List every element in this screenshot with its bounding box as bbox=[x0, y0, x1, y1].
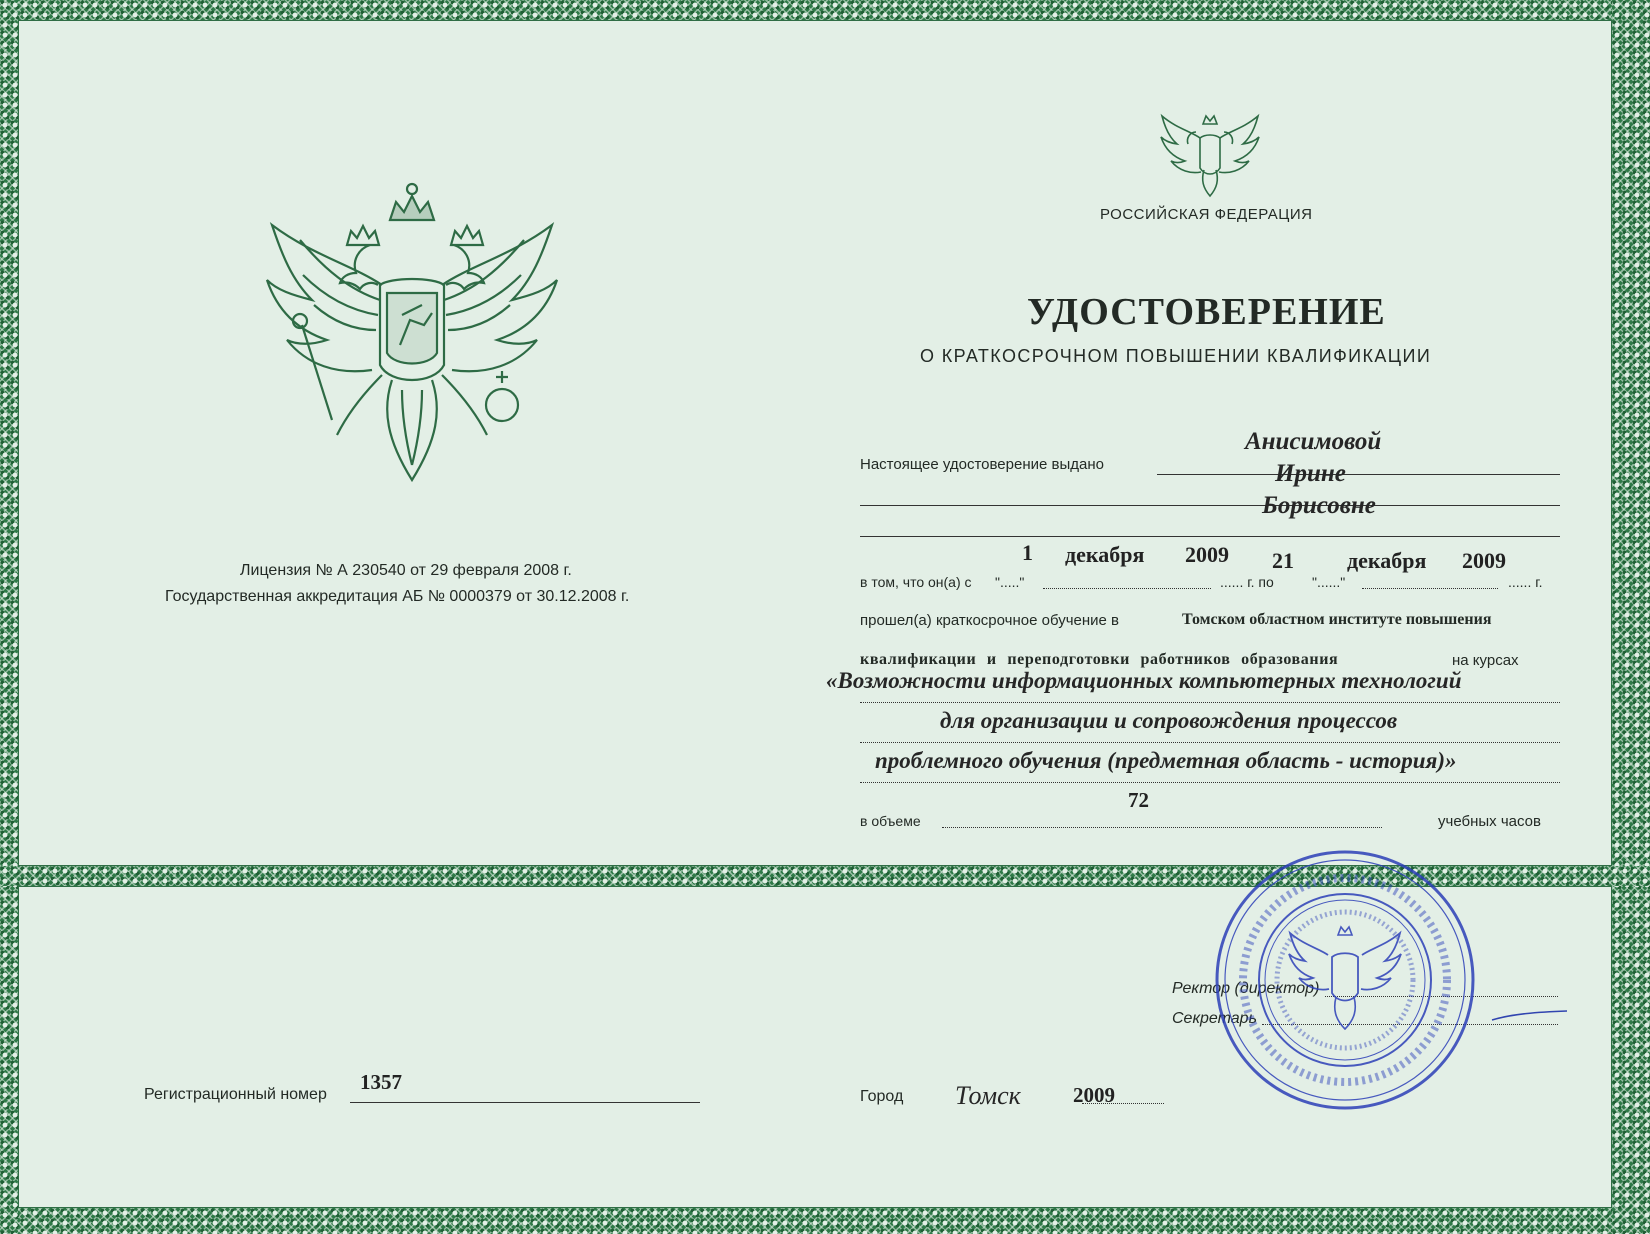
recipient-patronymic: Борисовне bbox=[1262, 492, 1376, 519]
coat-of-arms-icon bbox=[262, 175, 562, 495]
training-prefix: прошел(а) краткосрочное обучение в bbox=[860, 612, 1120, 629]
small-coat-of-arms-icon bbox=[1160, 110, 1260, 200]
country-label: РОССИЙСКАЯ ФЕДЕРАЦИЯ bbox=[1100, 206, 1313, 223]
rector-label: Ректор (директор) bbox=[1172, 980, 1320, 997]
page-title: УДОСТОВЕРЕНИЕ bbox=[1027, 291, 1386, 333]
period-quote-end: "......" bbox=[1312, 574, 1346, 590]
end-day: 21 bbox=[1272, 548, 1294, 573]
volume-hours: 72 bbox=[1128, 788, 1149, 812]
city-value: Томск bbox=[955, 1081, 1021, 1110]
reg-number: 1357 bbox=[360, 1070, 402, 1094]
border-top bbox=[0, 0, 1650, 20]
institute-line-1: Томском областном институте повышения bbox=[1182, 611, 1492, 628]
border-left bbox=[0, 0, 18, 1234]
period-label: в том, что он(а) с bbox=[860, 574, 972, 590]
border-right bbox=[1612, 0, 1650, 1234]
course-line-3: проблемного обучения (предметная область - история)» bbox=[875, 748, 1457, 773]
start-year: 2009 bbox=[1185, 542, 1229, 567]
recipient-line-2 bbox=[860, 505, 1560, 506]
courses-suffix: на курсах bbox=[1452, 652, 1519, 669]
course-dots-2 bbox=[860, 742, 1560, 743]
volume-label: в объеме bbox=[860, 813, 921, 829]
course-line-2: для организации и сопровождения процессов bbox=[940, 708, 1398, 733]
course-dots-3 bbox=[860, 782, 1560, 783]
institute-line-2: квалификации и переподготовки работников образования bbox=[860, 651, 1339, 668]
city-label: Город bbox=[860, 1088, 904, 1105]
recipient-name: Ирине bbox=[1275, 460, 1346, 487]
period-g2: ...... г. bbox=[1508, 574, 1543, 590]
reg-label: Регистрационный номер bbox=[144, 1086, 327, 1103]
year-value: 2009 bbox=[1073, 1083, 1115, 1107]
recipient-line-3 bbox=[860, 536, 1560, 537]
recipient-line-1 bbox=[1157, 474, 1560, 475]
course-line-1: «Возможности информационных компьютерных технологий bbox=[826, 668, 1462, 693]
volume-dots bbox=[942, 827, 1382, 828]
accreditation-text: Государственная аккредитация АБ № 0000379 от 30.12.2008 г. bbox=[165, 588, 630, 605]
page-subtitle: О КРАТКОСРОЧНОМ ПОВЫШЕНИИ КВАЛИФИКАЦИИ bbox=[920, 346, 1432, 366]
end-year: 2009 bbox=[1462, 548, 1506, 573]
license-text: Лицензия № А 230540 от 29 февраля 2008 г. bbox=[240, 562, 572, 579]
year-dots bbox=[1082, 1103, 1164, 1104]
end-date-dots bbox=[1362, 588, 1498, 589]
start-date-dots bbox=[1043, 588, 1211, 589]
border-bottom bbox=[0, 1208, 1650, 1234]
start-day: 1 bbox=[1022, 540, 1033, 565]
period-quote-start: "....." bbox=[995, 574, 1025, 590]
course-dots-1 bbox=[860, 702, 1560, 703]
official-seal-stamp bbox=[1210, 845, 1480, 1115]
recipient-surname: Анисимовой bbox=[1245, 428, 1382, 455]
signature-mark bbox=[1490, 1008, 1570, 1024]
period-g1: ...... г. по bbox=[1220, 574, 1274, 590]
volume-unit: учебных часов bbox=[1438, 813, 1541, 830]
reg-line bbox=[350, 1102, 700, 1103]
start-month: декабря bbox=[1065, 542, 1145, 567]
secretary-label: Секретарь bbox=[1172, 1010, 1257, 1027]
end-month: декабря bbox=[1347, 548, 1427, 573]
recipient-label: Настоящее удостоверение выдано bbox=[860, 456, 1104, 473]
